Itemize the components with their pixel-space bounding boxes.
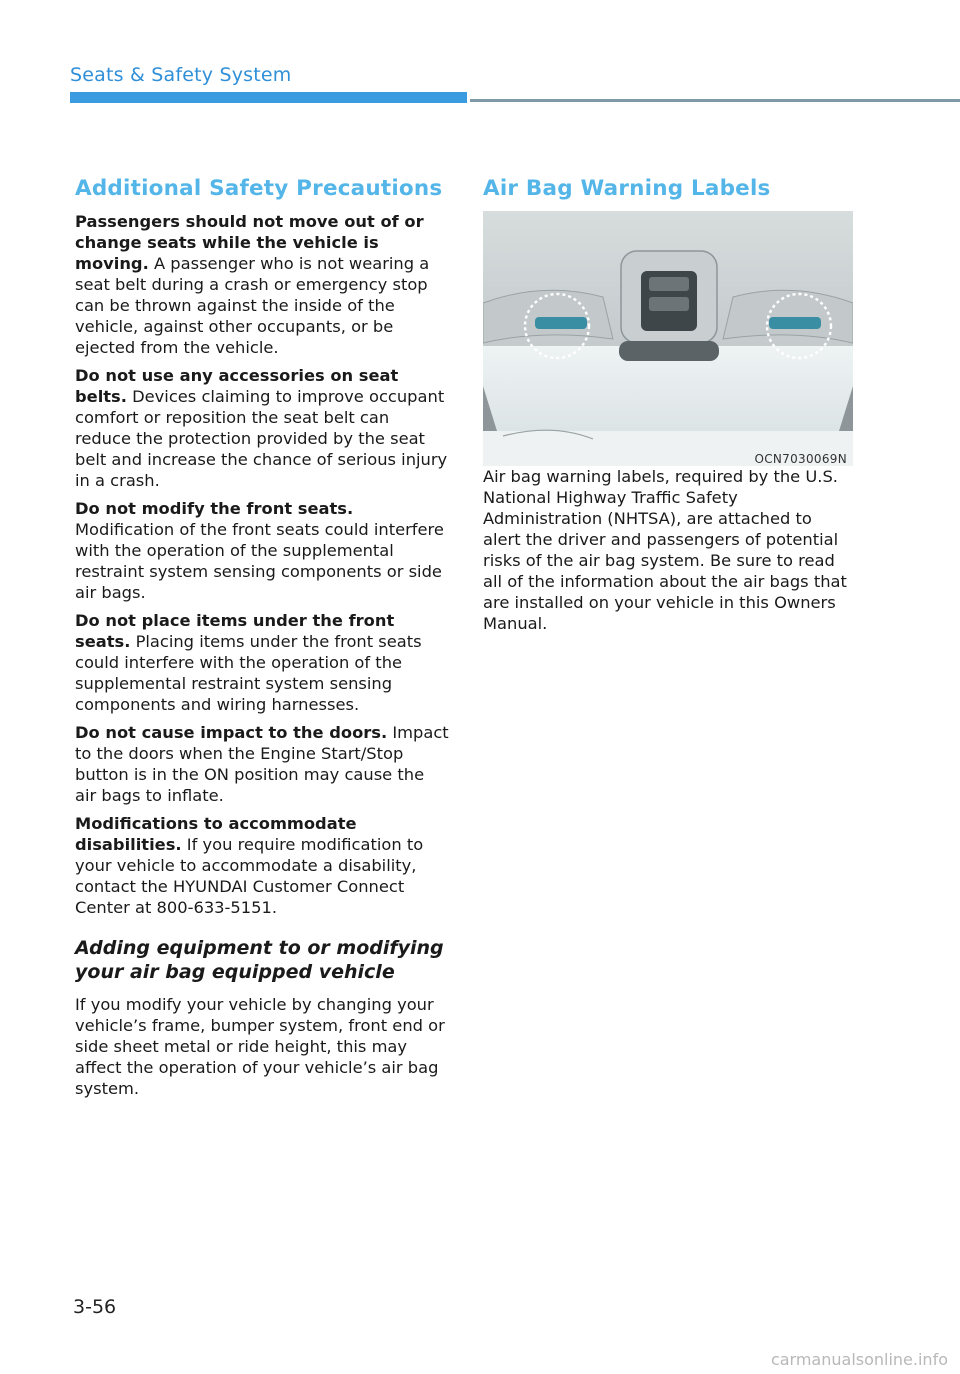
additional-safety-heading: Additional Safety Precautions (75, 176, 443, 201)
precaution-title: Do not use any accessories on seat belts. (75, 366, 399, 406)
modifying-equipment-paragraph: If you modify your vehicle by changing your vehicle’s frame, bumper system, front end or side sheet metal or ride height, this may affect the operation of your vehicle’s air bag system. (75, 995, 445, 1098)
precaution-body: If you require modification to your vehicle to accommodate a disability, contact the HYUNDAI Customer Connect Center at 800-633-5151. (75, 835, 424, 917)
precaution-title: Modifications to accommodate disabilities. (75, 814, 357, 854)
precaution-body: Devices claiming to improve occupant comfort or reposition the seat belt can reduce the protection provided by the seat belt and increase the chance of serious injury in a crash. (75, 387, 448, 490)
warning-labels-paragraph: Air bag warning labels, required by the U.S. National Highway Traffic Safety Administration (NHTSA), are attached to alert the driver and passengers of potential risks of the air bag system. Be sure to read all of the information about the air bags that are installed on your vehicle in this Owners Manual. (483, 467, 847, 633)
precaution-title: Do not cause impact to the doors. (75, 723, 388, 742)
air-bag-labels-heading: Air Bag Warning Labels (483, 176, 771, 201)
right-column (483, 176, 853, 641)
figure-code: OCN7030069N (754, 452, 847, 466)
precaution-body: Modification of the front seats could interfere with the operation of the supplemental restraint system sensing components or side air bags. (75, 520, 444, 602)
precaution-body: Impact to the doors when the Engine Start/Stop button is in the ON position may cause the air bags to inflate. (75, 723, 449, 805)
precaution-title: Do not modify the front seats. (75, 499, 354, 518)
precaution-paragraph (75, 722, 450, 806)
precaution-body: A passenger who is not wearing a seat belt during a crash or emergency stop can be thrown against the inside of the vehicle, against other occupants, or be ejected from the vehicle. (75, 254, 430, 357)
page-number: 3-56 (73, 1296, 117, 1318)
precaution-paragraph (75, 211, 450, 358)
precaution-title: Do not place items under the front seats. (75, 611, 395, 651)
modifying-equipment-heading: Adding equipment to or modifying your air bag equipped vehicle (75, 937, 444, 983)
precaution-paragraph (75, 610, 450, 715)
precaution-paragraph (75, 813, 450, 918)
precaution-title: Passengers should not move out of or change seats while the vehicle is moving. (75, 212, 424, 273)
headliner-drawing (483, 211, 853, 466)
left-column (75, 176, 450, 1106)
precaution-paragraph (75, 498, 450, 603)
watermark: carmanualsonline.info (770, 1350, 948, 1369)
precaution-paragraph (75, 365, 450, 491)
header-rule-gray (470, 99, 960, 102)
section-title: Seats & Safety System (70, 64, 292, 86)
sun-visor-illustration (483, 211, 853, 466)
precaution-body: Placing items under the front seats could interfere with the operation of the supplemental restraint system sensing components and wiring harnesses. (75, 632, 422, 714)
header-rule-blue (70, 92, 467, 103)
